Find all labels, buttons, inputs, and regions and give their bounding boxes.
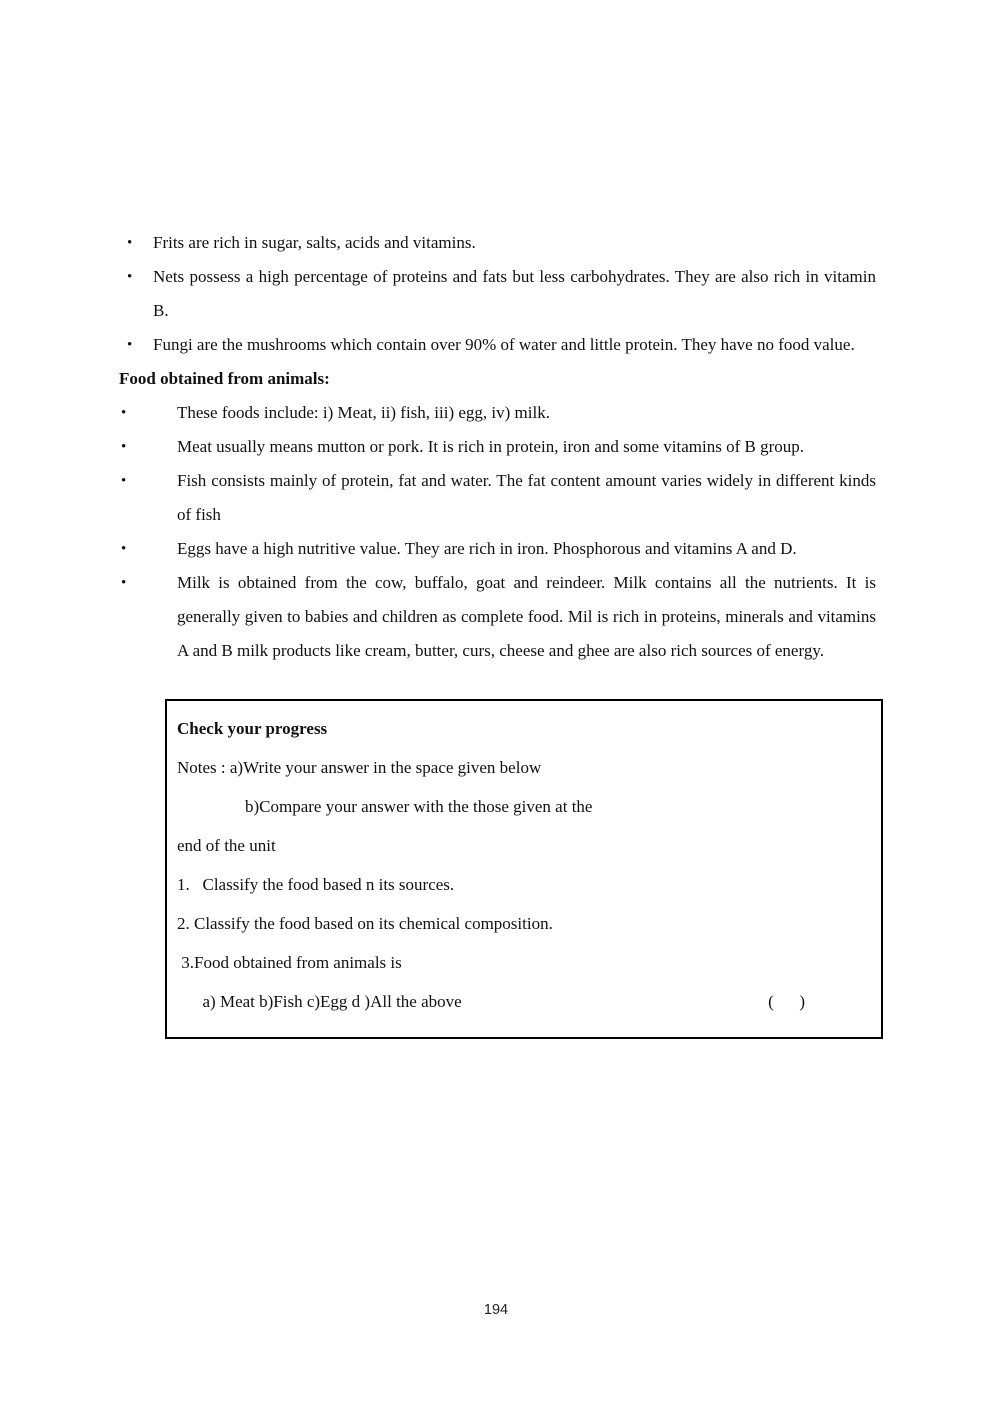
answer-blank-brackets: ( ) xyxy=(768,992,805,1011)
list-item-text: Milk is obtained from the cow, buffalo, goat and reindeer. Milk contains all the nutrients. It is generally given to babies and children as complete food. Mil is rich in proteins, minerals and vitamins A and B milk products like cream, butter, curs, cheese and ghee are also rich sources of energy. xyxy=(177,573,876,660)
list-item-text: Fungi are the mushrooms which contain over 90% of water and little protein. They have no food value. xyxy=(153,335,855,354)
list-item-text: Frits are rich in sugar, salts, acids and vitamins. xyxy=(153,233,476,252)
list-item-text: Meat usually means mutton or pork. It is rich in protein, iron and some vitamins of B group. xyxy=(177,437,805,456)
bullet-icon xyxy=(127,260,132,294)
list-item-text: These foods include: i) Meat, ii) fish, iii) egg, iv) milk. xyxy=(177,403,550,422)
list-item xyxy=(119,566,876,668)
progress-box-line: Notes : a)Write your answer in the space given below xyxy=(177,758,542,777)
list-item xyxy=(119,430,876,464)
progress-box-title: Check your progress xyxy=(177,719,328,738)
list-item xyxy=(119,260,876,328)
progress-box-line: 3.Food obtained from animals is xyxy=(177,953,402,972)
page-content xyxy=(119,226,876,1039)
progress-box-line: 2. Classify the food based on its chemical composition. xyxy=(177,914,553,933)
list-item xyxy=(119,396,876,430)
progress-box-line: b)Compare your answer with the those given at the xyxy=(177,797,593,816)
bullet-icon xyxy=(121,430,126,464)
section-heading-food-animals: Food obtained from animals: xyxy=(119,369,330,388)
bullet-icon xyxy=(121,464,126,498)
list-item-text: Nets possess a high percentage of proteins and fats but less carbohydrates. They are also rich in vitamin B. xyxy=(153,267,876,320)
page-number: 194 xyxy=(483,1302,509,1318)
bullet-icon xyxy=(121,532,126,566)
bullet-icon xyxy=(127,328,132,362)
list-item-text: Eggs have a high nutritive value. They are rich in iron. Phosphorous and vitamins A and D. xyxy=(177,539,797,558)
answer-row xyxy=(177,982,871,1021)
check-progress-box xyxy=(165,699,883,1039)
answer-options-text: a) Meat b)Fish c)Egg d )All the above xyxy=(177,992,462,1011)
bullet-list-general xyxy=(119,226,876,362)
bullet-icon xyxy=(121,396,126,430)
bullet-icon xyxy=(127,226,132,260)
list-item xyxy=(119,464,876,532)
progress-box-line: 1. Classify the food based n its sources. xyxy=(177,875,455,894)
progress-box-lines xyxy=(177,748,871,982)
list-item xyxy=(119,226,876,260)
list-item xyxy=(119,532,876,566)
list-item xyxy=(119,328,876,362)
list-item-text: Fish consists mainly of protein, fat and water. The fat content amount varies widely in different kinds of fish xyxy=(177,471,876,524)
bullet-icon xyxy=(121,566,126,600)
progress-box-line: end of the unit xyxy=(177,836,276,855)
bullet-list-animals xyxy=(119,396,876,668)
